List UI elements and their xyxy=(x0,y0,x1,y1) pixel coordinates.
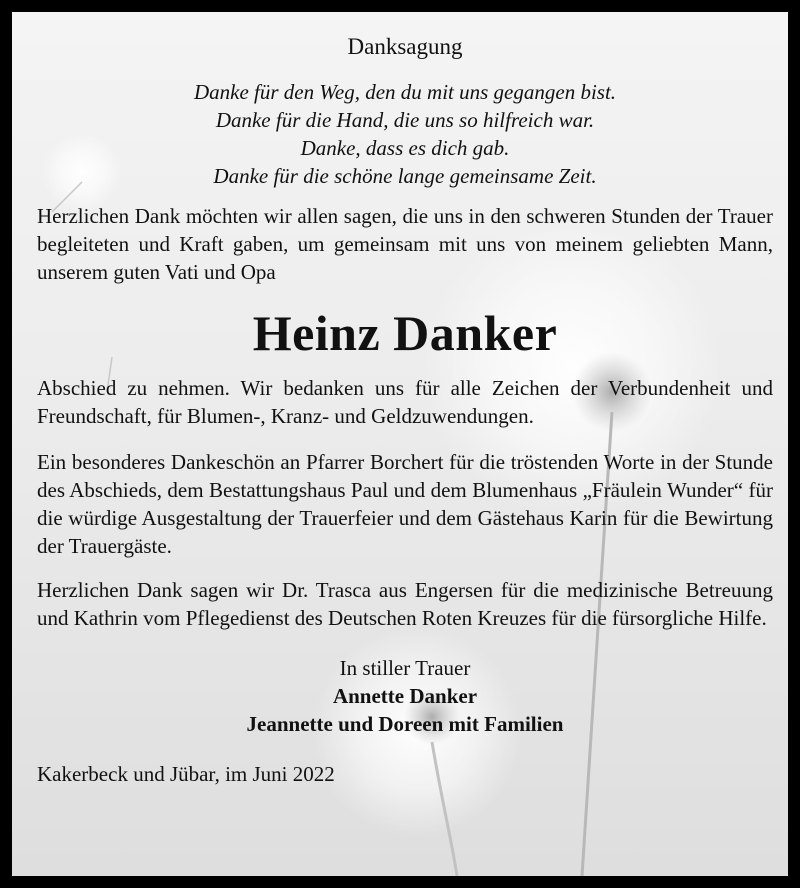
signature-name: Annette Danker xyxy=(332,684,478,708)
thanks-paragraph-1: Ein besonderes Dankeschön an Pfarrer Borchert für die tröstenden Worte in der Stunde des Abschieds, dem Bestattungshaus Paul und dem Blumenhaus „Fräulein Wunder“ für die würdige Ausgestaltung der Trauerfeier und dem Gästehaus Karin für die Bewirtung der Trauergäste. xyxy=(37,450,773,558)
heading: Danksagung xyxy=(347,34,463,59)
poem-line: Danke für die schöne lange gemeinsame Zeit. xyxy=(213,164,597,188)
thanks-paragraph-2: Herzlichen Dank sagen wir Dr. Trasca aus Engersen für die medizinische Betreuung und Kathrin vom Pflegedienst des Deutschen Roten Kreuzes für die fürsorgliche Hilfe. xyxy=(37,578,773,630)
obituary-card xyxy=(12,12,788,876)
intro-paragraph: Herzlichen Dank möchten wir allen sagen, die uns in den schweren Stunden der Trauer begleiteten und Kraft gaben, um gemeinsam mit uns von meinem geliebten Mann, unserem guten Vati und Opa xyxy=(37,204,773,284)
signature-line: In stiller Trauer xyxy=(339,656,471,680)
farewell-paragraph: Abschied zu nehmen. Wir bedanken uns für alle Zeichen der Verbundenheit und Freundschaft, für Blumen-, Kranz- und Geldzuwendungen. xyxy=(37,376,773,428)
deceased-name: Heinz Danker xyxy=(252,305,558,361)
poem-line: Danke für die Hand, die uns so hilfreich war. xyxy=(215,108,595,132)
signature xyxy=(37,654,773,738)
poem xyxy=(37,78,773,190)
obituary-content xyxy=(37,12,773,788)
signature-family: Jeannette und Doreen mit Familien xyxy=(246,712,564,736)
poem-line: Danke für den Weg, den du mit uns gegangen bist. xyxy=(193,80,617,104)
place-date: Kakerbeck und Jübar, im Juni 2022 xyxy=(37,762,335,786)
poem-line: Danke, dass es dich gab. xyxy=(300,136,510,160)
